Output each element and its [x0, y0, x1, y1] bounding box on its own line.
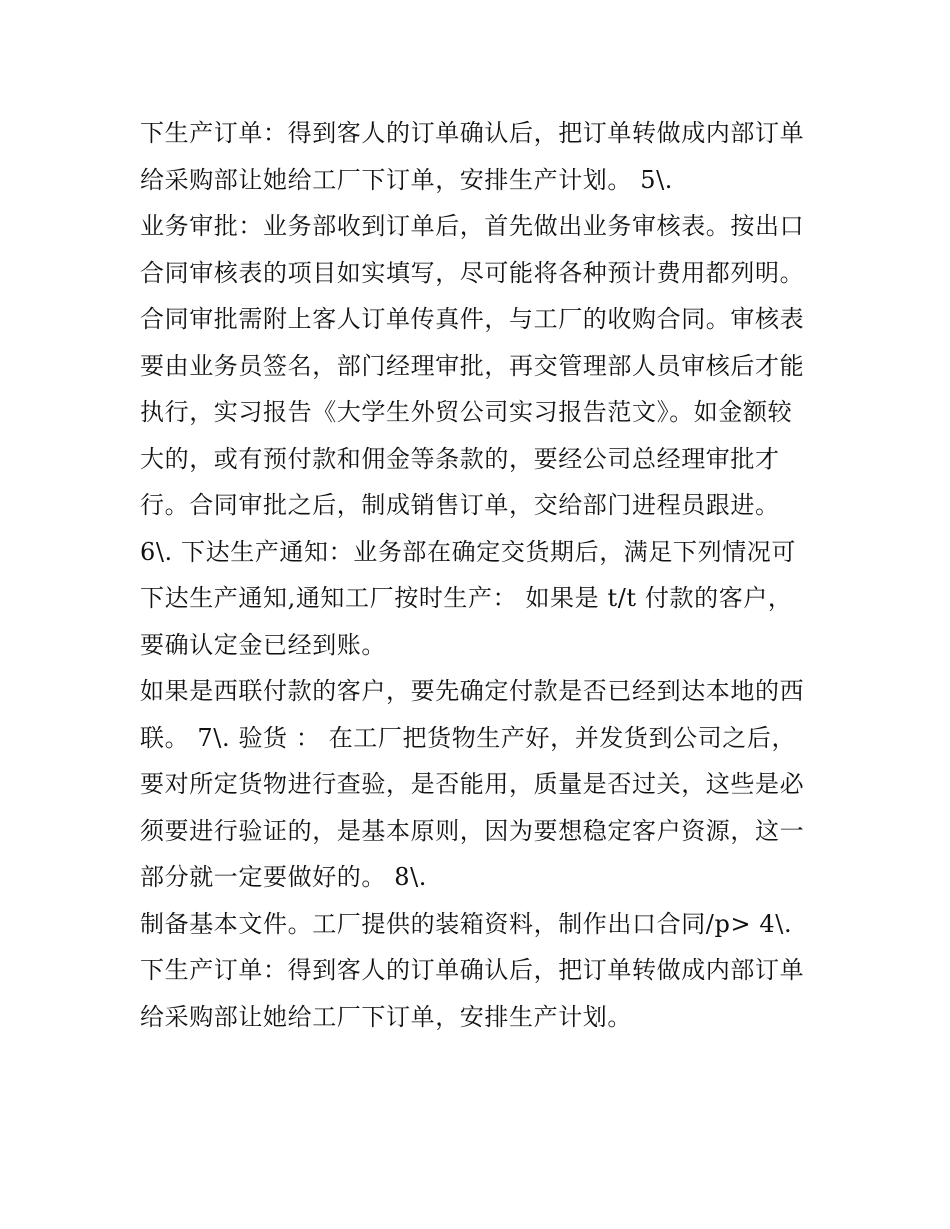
text-line: 要确认定金已经到账。: [140, 630, 386, 659]
text-line: 要对所定货物进行查验，是否能用，质量是否过关，这些是必: [140, 770, 805, 798]
text-line: 部分就一定要做好的。 8\.: [140, 863, 428, 891]
text-line: 下生产订单：得到客人的订单确认后，把订单转做成内部订单: [140, 119, 805, 147]
text-line: 合同审批需附上客人订单传真件，与工厂的收购合同。审核表: [140, 305, 805, 333]
document-body: [140, 110, 820, 1040]
text-line: 行。合同审批之后，制成销售订单，交给部门进程员跟进。: [140, 491, 780, 519]
text-line: 合同审核表的项目如实填写，尽可能将各种预计费用都列明。: [140, 258, 805, 287]
text-line: 给采购部让她给工厂下订单，安排生产计划。: [140, 1002, 632, 1031]
text-line: 须要进行验证的，是基本原则，因为要想稳定客户资源，这一: [140, 816, 805, 845]
text-line: 执行，实习报告《大学生外贸公司实习报告范文》。如金额较: [140, 398, 793, 426]
text-line: 如果是西联付款的客户，要先确定付款是否已经到达本地的西: [140, 677, 805, 705]
text-line: 要由业务员签名，部门经理审批，再交管理部人员审核后才能: [140, 351, 805, 380]
text-line: 下生产订单：得到客人的订单确认后，把订单转做成内部订单: [140, 956, 805, 984]
text-line: 大的，或有预付款和佣金等条款的，要经公司总经理审批才: [140, 444, 780, 473]
text-line: 给采购部让她给工厂下订单，安排生产计划。 5\.: [140, 165, 674, 194]
text-line: 联。 7\. 验货 ： 在工厂把货物生产好，并发货到公司之后，: [140, 723, 797, 752]
text-line: 业务审批：业务部收到订单后，首先做出业务审核表。按出口: [140, 212, 805, 240]
text-line: 制备基本文件。工厂提供的装箱资料，制作出口合同/p> 4\.: [140, 909, 793, 938]
text-line: 下达生产通知,通知工厂按时生产： 如果是 t/t 付款的客户，: [140, 584, 793, 612]
text-line: 6\. 下达生产通知：业务部在确定交货期后，满足下列情况可: [140, 537, 797, 566]
